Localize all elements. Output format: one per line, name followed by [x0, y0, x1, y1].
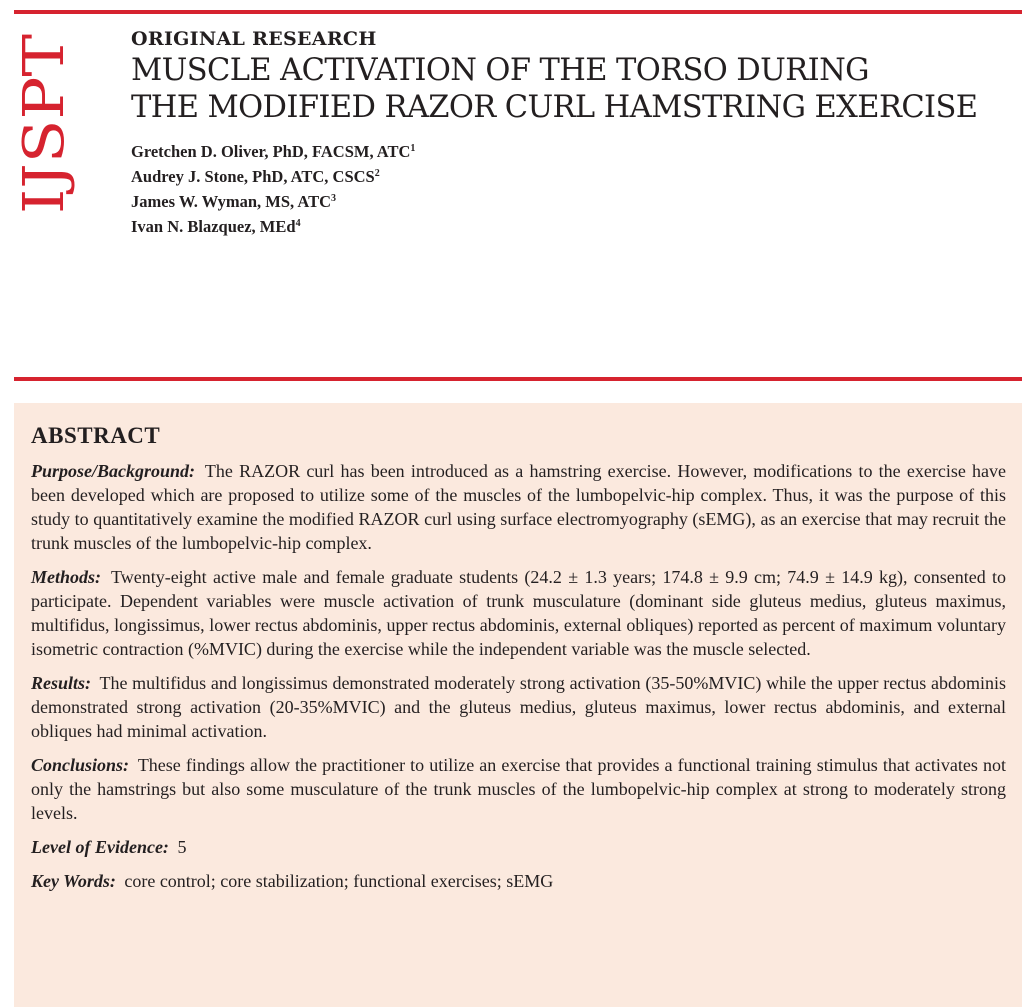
top-rule [14, 10, 1022, 14]
abstract-methods [31, 565, 1006, 661]
author: Ivan N. Blazquez, MEd$^4$ [131, 217, 301, 236]
abstract-key-words [31, 869, 1006, 893]
journal-logo [6, 32, 77, 214]
key-words-text: core control; core stabilization; functional exercises; sEMG [124, 871, 554, 891]
conclusions-text: These findings allow the practitioner to utilize an exercise that provides a functional training stimulus that activates not only the hamstrings but also some musculature of the trunk muscles of the lumbopelvic-hip complex at strong to moderately strong levels. [31, 755, 1006, 823]
abstract-conclusions [31, 753, 1006, 825]
purpose-text: The RAZOR curl has been introduced as a hamstring exercise. However, modifications to the exercise have been developed which are proposed to utilize some of the muscles of the lumbopelvic-hip complex. Thus, it was the purpose of this study to quantitatively examine the modified RAZOR curl using surface electromyography (sEMG), as an exercise that may recruit the trunk muscles of the lumbopelvic-hip complex. [31, 461, 1006, 553]
section-rule [14, 377, 1022, 381]
methods-label: Methods: [31, 567, 102, 587]
purpose-label: Purpose/Background: [31, 461, 196, 481]
section-label: ORIGINAL RESEARCH [131, 28, 377, 50]
abstract-box [14, 403, 1022, 1007]
article-title [131, 52, 1011, 126]
author: James W. Wyman, MS, ATC$^3$ [131, 192, 337, 211]
results-label: Results: [31, 673, 92, 693]
author: Audrey J. Stone, PhD, ATC, CSCS$^2$ [131, 167, 380, 186]
author-list [131, 138, 1011, 238]
abstract-purpose [31, 459, 1006, 555]
level-of-evidence-value: 5 [177, 837, 187, 857]
results-text: The multifidus and longissimus demonstrated moderately strong activation (35-50%MVIC) while the upper rectus abdominis demonstrated strong activation (20-35%MVIC) and the gluteus medius, gluteus maximus, lower rectus abdominis, and external obliques had minimal activation. [31, 673, 1006, 741]
abstract-level-of-evidence [31, 835, 1006, 859]
title-line-1: MUSCLE ACTIVATION OF THE TORSO DURING [131, 53, 869, 88]
conclusions-label: Conclusions: [31, 755, 130, 775]
title-line-2: THE MODIFIED RAZOR CURL HAMSTRING EXERCISE [131, 90, 978, 125]
journal-logo-text: IJSPT [12, 56, 77, 214]
abstract-heading: ABSTRACT [31, 423, 161, 448]
author: Gretchen D. Oliver, PhD, FACSM, ATC$^1$ [131, 142, 416, 161]
abstract-results [31, 671, 1006, 743]
methods-text: Twenty-eight active male and female graduate students (24.2 ± 1.3 years; 174.8 ± 9.9 cm; 74.9 ± 14.9 kg), consented to participate. Dependent variables were muscle activation of trunk musculature (dominant side gluteus medius, gluteus maximus, multifidus, longissimus, lower rectus abdominis, upper rectus abdominis, external obliques) reported as percent of maximum voluntary isometric contraction (%MVIC) during the exercise while the independent variable was the muscle selected. [31, 567, 1006, 659]
level-of-evidence-label: Level of Evidence: [31, 837, 169, 857]
article-header [131, 27, 1011, 238]
key-words-label: Key Words: [31, 871, 116, 891]
